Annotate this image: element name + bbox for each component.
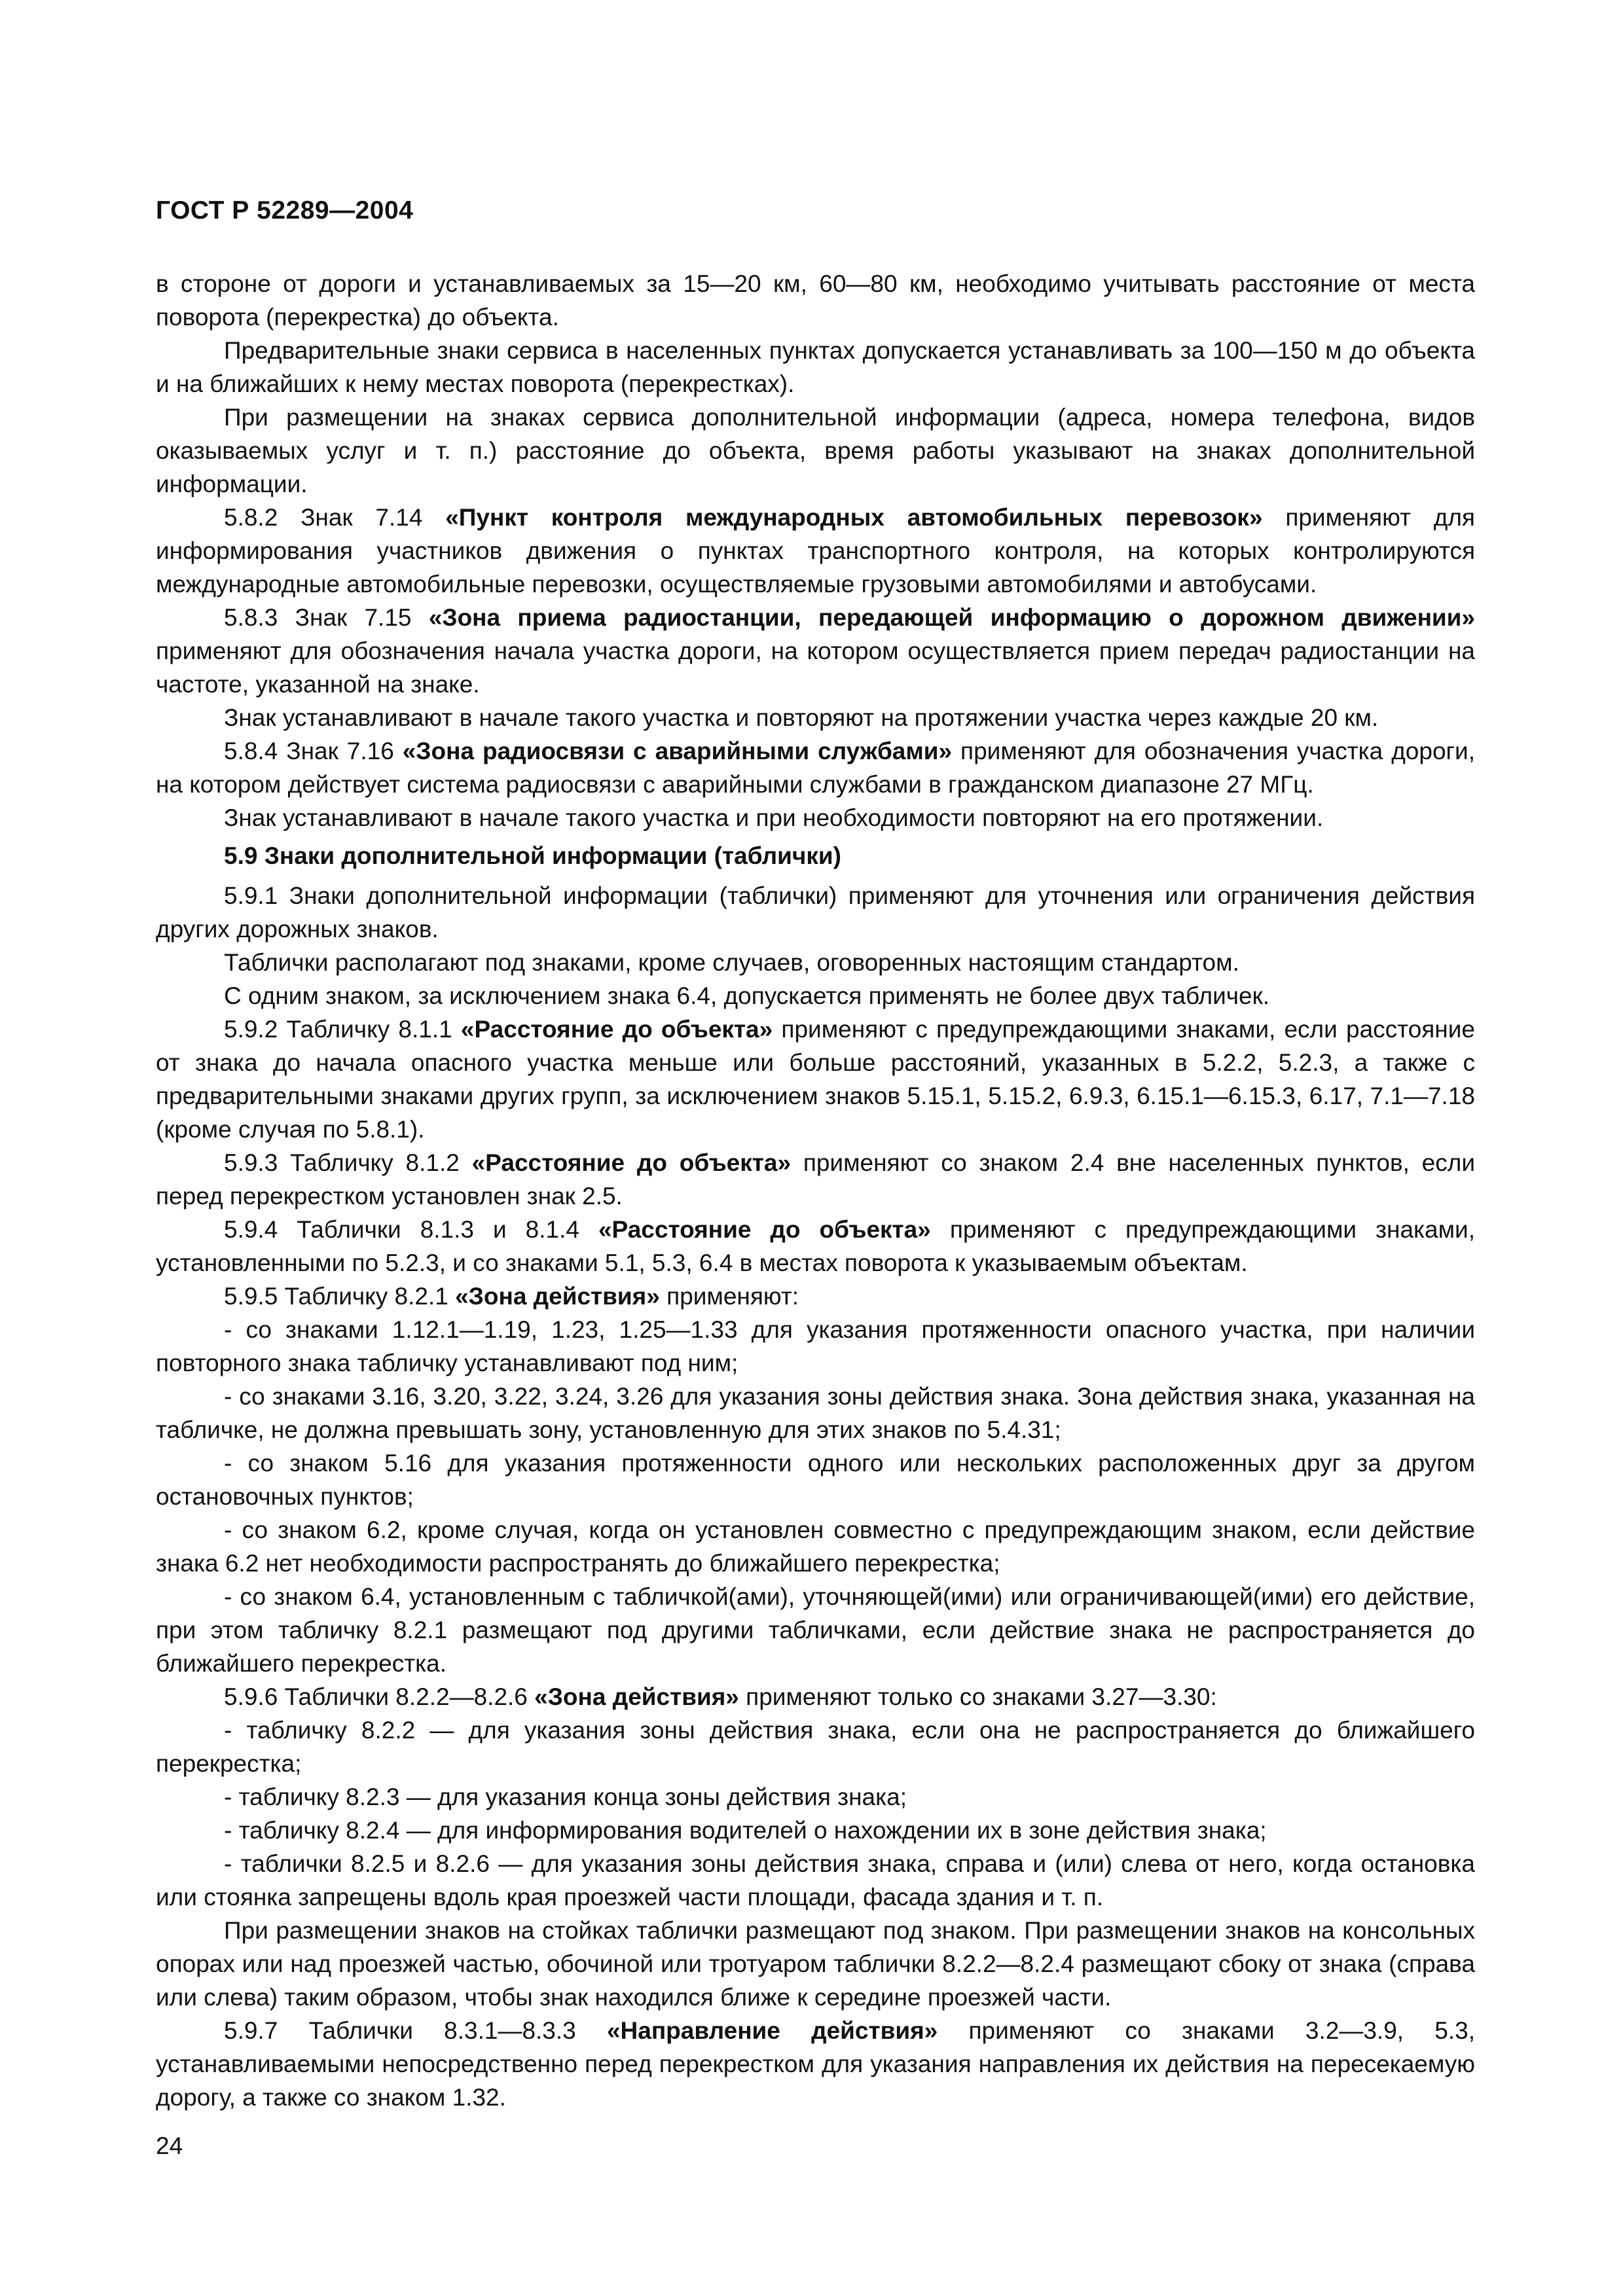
paragraph bbox=[156, 801, 1475, 834]
text-run: 5.9.2 Табличку 8.1.1 bbox=[224, 1016, 461, 1043]
text-run: применяют для обозначения участка дороги, на котором действует система радиосвязи с аварийными службами в гражданском диапазоне 27 МГц. bbox=[156, 738, 1475, 798]
paragraph bbox=[156, 1513, 1475, 1580]
paragraph bbox=[156, 1313, 1475, 1380]
paragraph bbox=[156, 946, 1475, 979]
paragraph bbox=[156, 1814, 1475, 1847]
text-run: - со знаком 6.4, установленным с табличкой(ами), уточняющей(ими) или ограничивающей(ими) его действие, при этом табличку 8.2.1 размещают под другими табличками, если действие знака не распространяется до ближайшего перекрестка. bbox=[156, 1583, 1475, 1677]
text-run: 5.8.3 Знак 7.15 bbox=[224, 604, 429, 631]
document-page bbox=[156, 196, 1475, 2114]
paragraph bbox=[156, 879, 1475, 946]
bold-term: 5.9 Знаки дополнительной информации (таблички) bbox=[224, 842, 841, 869]
paragraph bbox=[156, 1914, 1475, 2014]
text-run: 5.9.7 Таблички 8.3.1—8.3.3 bbox=[224, 2017, 607, 2044]
paragraph bbox=[156, 2014, 1475, 2114]
text-run: - со знаками 3.16, 3.20, 3.22, 3.24, 3.26 для указания зоны действия знака. Зона действия знака, указанная на табличке, не должна превышать зону, установленную для этих знаков по 5.4.31; bbox=[156, 1383, 1475, 1443]
bold-term: «Направление действия» bbox=[606, 2017, 938, 2044]
bold-term: «Пункт контроля международных автомобильных перевозок» bbox=[445, 504, 1263, 531]
text-run: - со знаками 1.12.1—1.19, 1.23, 1.25—1.33 для указания протяженности опасного участка, при наличии повторного знака табличку устанавливают под ним; bbox=[156, 1316, 1475, 1376]
paragraph bbox=[156, 1847, 1475, 1914]
paragraph bbox=[156, 1580, 1475, 1680]
paragraph bbox=[156, 1680, 1475, 1713]
paragraph bbox=[156, 1380, 1475, 1446]
paragraph bbox=[156, 979, 1475, 1013]
bold-term: «Зона действия» bbox=[534, 1683, 739, 1710]
paragraph bbox=[156, 1213, 1475, 1280]
paragraph bbox=[156, 701, 1475, 734]
text-run: в стороне от дороги и устанавливаемых за 15—20 км, 60—80 км, необходимо учитывать расстояние от места поворота (перекрестка) до объекта. bbox=[156, 270, 1475, 331]
paragraph bbox=[156, 1280, 1475, 1313]
text-run: 5.9.6 Таблички 8.2.2—8.2.6 bbox=[224, 1683, 535, 1710]
text-run: применяют для информирования участников движения о пунктах транспортного контроля, на которых контролируются международные автомобильные перевозки, осуществляемые грузовыми автомобилями и автобусами. bbox=[156, 504, 1475, 598]
text-run: Знак устанавливают в начале такого участка и при необходимости повторяют на его протяжении. bbox=[224, 804, 1324, 831]
text-run: Таблички располагают под знаками, кроме случаев, оговоренных настоящим стандартом. bbox=[224, 949, 1239, 976]
text-run: применяют: bbox=[659, 1283, 799, 1310]
text-run: 5.8.2 Знак 7.14 bbox=[224, 504, 446, 531]
bold-term: «Расстояние до объекта» bbox=[471, 1149, 792, 1176]
bold-term: «Зона приема радиостанции, передающей информацию о дорожном движении» bbox=[428, 604, 1476, 631]
text-run: 5.8.4 Знак 7.16 bbox=[224, 738, 403, 764]
text-run: применяют для обозначения начала участка дороги, на котором осуществляется прием передач радиостанции на частоте, указанной на знаке. bbox=[156, 637, 1475, 698]
text-run: применяют только со знаками 3.27—3.30: bbox=[739, 1683, 1217, 1710]
document-header: ГОСТ Р 52289—2004 bbox=[156, 196, 414, 224]
paragraph bbox=[156, 734, 1475, 801]
text-run: применяют с предупреждающими знаками, установленными по 5.2.3, и со знаками 5.1, 5.3, 6.4 в местах поворота к указываемым объектам. bbox=[156, 1216, 1475, 1276]
text-run: применяют со знаком 2.4 вне населенных пунктов, если перед перекрестком установлен знак 2.5. bbox=[156, 1149, 1476, 1210]
text-run: - таблички 8.2.5 и 8.2.6 — для указания зоны действия знака, справа и (или) слева от него, когда остановка или стоянка запрещены вдоль края проезжей части площади, фасада здания и т. п. bbox=[156, 1850, 1475, 1910]
paragraph bbox=[156, 1013, 1475, 1146]
text-run: 5.9.5 Табличку 8.2.1 bbox=[224, 1283, 456, 1310]
paragraph bbox=[156, 1713, 1475, 1780]
bold-term: «Расстояние до объекта» bbox=[460, 1016, 773, 1043]
text-run: применяют с предупреждающими знаками, если расстояние от знака до начала опасного участка меньше или больше расстояний, указанных в 5.2.2, 5.2.3, а также с предварительными знаками других групп, за исключением знаков 5.15.1, 5.15.2, 6.9.3, 6.15.1—6.15.3, 6.17, 7.1—7.18 (кроме случая по 5.8.1). bbox=[156, 1016, 1475, 1143]
text-run: - табличку 8.2.4 — для информирования водителей о нахождении их в зоне действия знака; bbox=[224, 1817, 1267, 1844]
paragraph bbox=[156, 267, 1475, 334]
document-body bbox=[156, 267, 1475, 2114]
text-run: - табличку 8.2.2 — для указания зоны действия знака, если она не распространяется до ближайшего перекрестка; bbox=[156, 1717, 1475, 1777]
text-run: - табличку 8.2.3 — для указания конца зоны действия знака; bbox=[224, 1784, 907, 1810]
section-heading bbox=[156, 837, 1475, 875]
text-run: применяют со знаками 3.2—3.9, 5.3, устанавливаемыми непосредственно перед перекрестком для указания направления их действия на пересекаемую дорогу, а также со знаком 1.32. bbox=[156, 2017, 1475, 2111]
paragraph bbox=[156, 1780, 1475, 1814]
bold-term: «Расстояние до объекта» bbox=[598, 1216, 931, 1243]
text-run: Предварительные знаки сервиса в населенных пунктах допускается устанавливать за 100—150 м до объекта и на ближайших к нему местах поворота (перекрестках). bbox=[156, 337, 1475, 397]
paragraph bbox=[156, 401, 1475, 501]
text-run: 5.9.4 Таблички 8.1.3 и 8.1.4 bbox=[224, 1216, 598, 1243]
text-run: С одним знаком, за исключением знака 6.4, допускается применять не более двух табличек. bbox=[224, 982, 1270, 1009]
page-number: 24 bbox=[156, 2132, 183, 2159]
text-run: - со знаком 5.16 для указания протяженности одного или нескольких расположенных друг за другом остановочных пунктов; bbox=[156, 1450, 1475, 1510]
text-run: Знак устанавливают в начале такого участка и повторяют на протяжении участка через каждые 20 км. bbox=[224, 704, 1379, 731]
paragraph bbox=[156, 1146, 1475, 1213]
paragraph bbox=[156, 601, 1475, 701]
text-run: При размещении на знаках сервиса дополнительной информации (адреса, номера телефона, видов оказываемых услуг и т. п.) расстояние до объекта, время работы указывают на знаках дополнительной информации. bbox=[156, 404, 1475, 497]
text-run: При размещении знаков на стойках таблички размещают под знаком. При размещении знаков на консольных опорах или над проезжей частью, обочиной или тротуаром таблички 8.2.2—8.2.4 размещают сбоку от знака (справа или слева) таким образом, чтобы знак находился ближе к середине проезжей части. bbox=[156, 1917, 1475, 2011]
bold-term: «Зона радиосвязи с аварийными службами» bbox=[402, 738, 953, 764]
text-run: 5.9.3 Табличку 8.1.2 bbox=[224, 1149, 472, 1176]
text-run: 5.9.1 Знаки дополнительной информации (таблички) применяют для уточнения или ограничения действия других дорожных знаков. bbox=[156, 882, 1475, 942]
paragraph bbox=[156, 501, 1475, 601]
paragraph bbox=[156, 1446, 1475, 1513]
text-run: - со знаком 6.2, кроме случая, когда он установлен совместно с предупреждающим знаком, если действие знака 6.2 нет необходимости распространять до ближайшего перекрестка; bbox=[156, 1516, 1475, 1577]
paragraph bbox=[156, 334, 1475, 401]
bold-term: «Зона действия» bbox=[455, 1283, 660, 1310]
